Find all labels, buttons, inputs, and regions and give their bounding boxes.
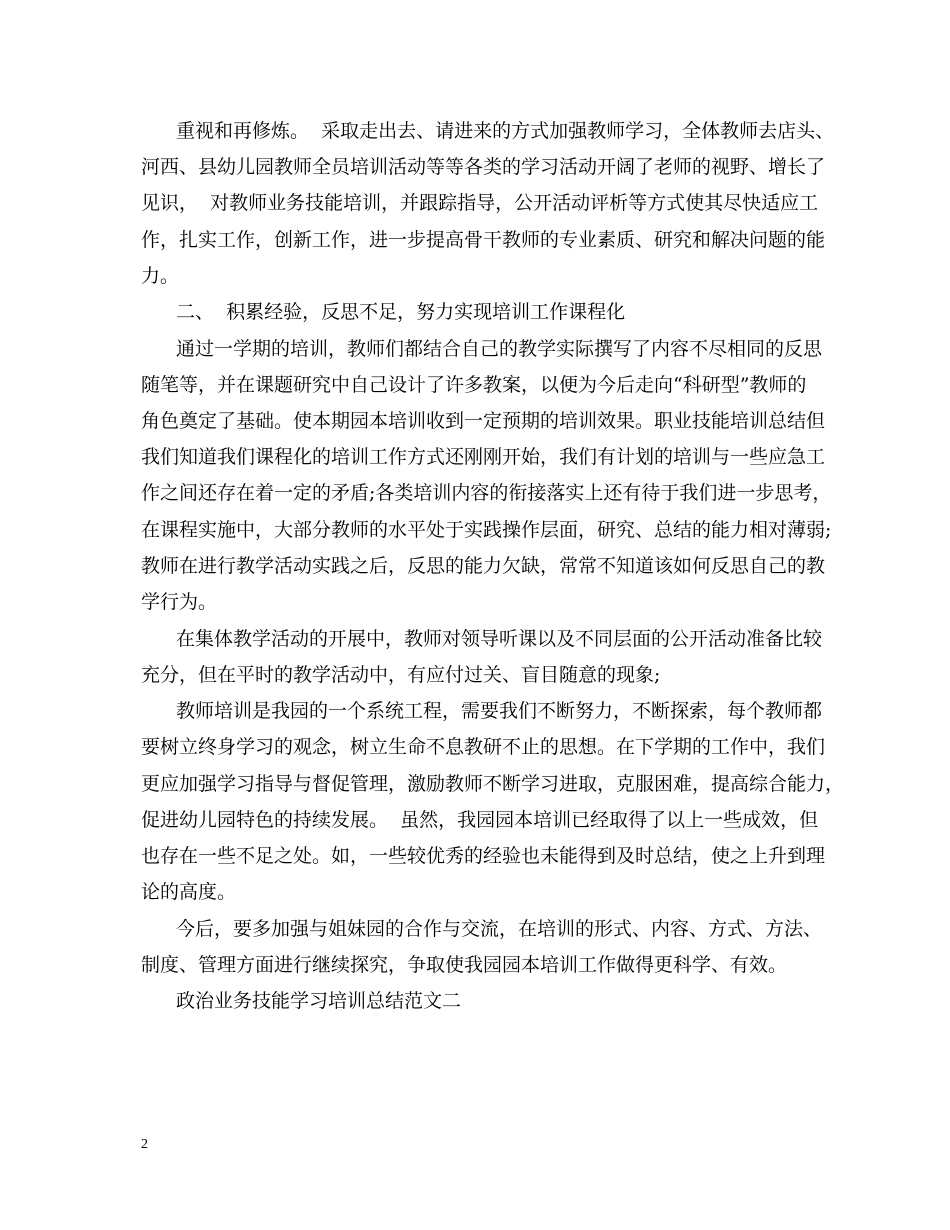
text-line: 要树立终身学习的观念，树立生命不息教研不止的思想。在下学期的工作中，我们: [141, 736, 826, 758]
text-line: 在集体教学活动的开展中，教师对领导听课以及不同层面的公开活动准备比较: [176, 628, 823, 650]
text-line: 角色奠定了基础。使本期园本培训收到一定预期的培训效果。职业技能培训总结但: [141, 410, 826, 432]
text-line: 作，扎实工作，创新工作，进一步提高骨干教师的专业素质、研究和解决问题的能: [141, 229, 826, 251]
text-line: 促进幼儿园特色的持续发展。 虽然，我园园本培训已经取得了以上一些成效，但: [141, 809, 819, 831]
text-line: 也存在一些不足之处。如，一些较优秀的经验也未能得到及时总结，使之上升到理: [141, 845, 826, 867]
text-line: 今后，要多加强与姐妹园的合作与交流，在培训的形式、内容、方式、方法、: [176, 918, 823, 940]
text-line: 河西、县幼儿园教师全员培训活动等等各类的学习活动开阔了老师的视野、增长了: [141, 156, 826, 178]
text-line: 教师在进行教学活动实践之后，反思的能力欠缺，常常不知道该如何反思自己的教: [141, 555, 826, 577]
text-line: 学行为。: [141, 591, 218, 613]
text-line: 在课程实施中，大部分教师的水平处于实践操作层面，研究、总结的能力相对薄弱;: [141, 519, 832, 541]
text-line: 更应加强学习指导与督促管理，激励教师不断学习进取，克服困难，提高综合能力，: [141, 773, 845, 795]
page-number: 2: [141, 1137, 148, 1152]
text-line: 见识， 对教师业务技能培训，并跟踪指导，公开活动评析等方式使其尽快适应工: [141, 192, 819, 214]
text-line: 作之间还存在着一定的矛盾;各类培训内容的衔接落实上还有待于我们进一步思考，: [141, 482, 832, 504]
section-heading: 政治业务技能学习培训总结范文二: [176, 990, 462, 1012]
text-line: 力。: [141, 265, 180, 287]
text-line: 充分，但在平时的教学活动中，有应付过关、盲目随意的现象;: [141, 664, 661, 686]
text-line: 制度、管理方面进行继续探究，争取使我园园本培训工作做得更科学、有效。: [141, 954, 788, 976]
section-heading: 二、 积累经验，反思不足，努力实现培训工作课程化: [176, 301, 626, 323]
text-line: 教师培训是我园的一个系统工程，需要我们不断努力，不断探索，每个教师都: [176, 700, 823, 722]
text-line: 通过一学期的培训，教师们都结合自己的教学实际撰写了内容不尽相同的反思: [176, 338, 823, 360]
text-line: 我们知道我们课程化的培训工作方式还刚刚开始，我们有计划的培训与一些应急工: [141, 446, 826, 468]
text-line: 随笔等，并在课题研究中自己设计了许多教案，以便为今后走向“科研型”教师的: [141, 374, 807, 396]
text-line: 重视和再修炼。 采取走出去、请进来的方式加强教师学习，全体教师去店头、: [176, 120, 835, 142]
text-line: 论的高度。: [141, 881, 237, 903]
